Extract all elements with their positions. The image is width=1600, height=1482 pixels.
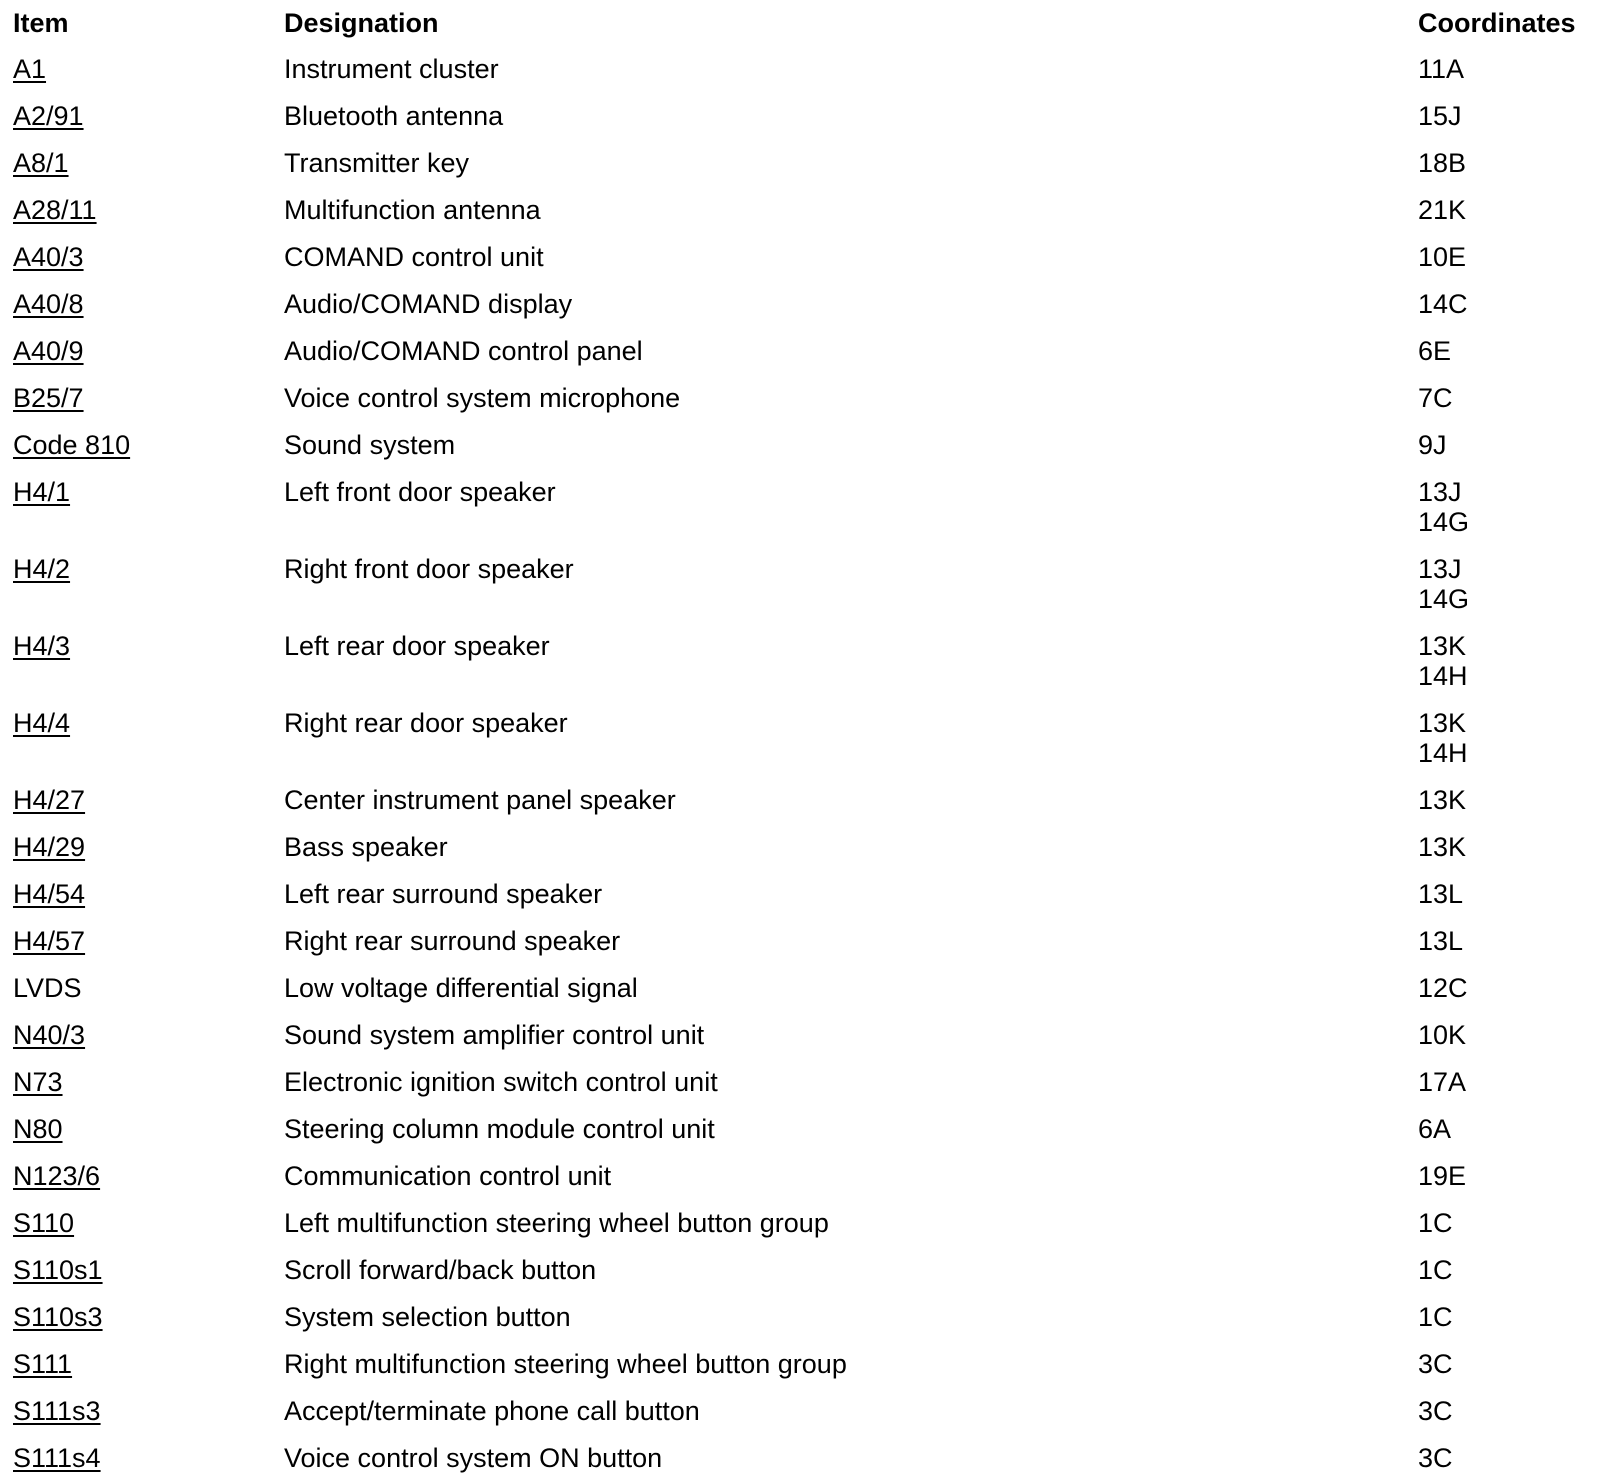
coordinates-cell	[1418, 1435, 1588, 1482]
item-cell	[13, 1435, 284, 1482]
coordinates-cell	[1418, 1341, 1588, 1388]
coordinate-value: 12C	[1418, 973, 1468, 1003]
item-cell	[13, 546, 284, 623]
item-link[interactable]: H4/4	[13, 708, 71, 738]
item-link[interactable]: Code 810	[13, 430, 131, 460]
item-link[interactable]: N40/3	[13, 1020, 86, 1050]
designation-cell: Right rear surround speaker	[284, 926, 621, 956]
item-cell	[13, 965, 284, 1012]
designation-cell: Audio/COMAND control panel	[284, 336, 643, 366]
item-link[interactable]: H4/57	[13, 926, 86, 956]
coordinates-cell	[1418, 918, 1588, 965]
item-cell	[13, 187, 284, 234]
designation-cell: Voice control system microphone	[284, 383, 681, 413]
designation-cell: Instrument cluster	[284, 54, 499, 84]
table-row	[13, 469, 1588, 546]
table-row	[13, 965, 1588, 1012]
table-row	[13, 1388, 1588, 1435]
table-row	[13, 1435, 1588, 1482]
coordinates-cell	[1418, 824, 1588, 871]
table-row	[13, 1294, 1588, 1341]
coordinate-value: 3C	[1418, 1443, 1453, 1473]
table-header	[13, 0, 1588, 46]
component-legend-table	[13, 0, 1588, 1482]
coordinates-cell	[1418, 1012, 1588, 1059]
coordinate-value: 14G	[1418, 584, 1470, 614]
item-cell	[13, 1200, 284, 1247]
coordinate-value: 13L	[1418, 926, 1464, 956]
designation-cell: Center instrument panel speaker	[284, 785, 676, 815]
item-link[interactable]: S111s4	[13, 1443, 101, 1473]
item-cell	[13, 623, 284, 700]
coordinate-value: 1C	[1418, 1255, 1453, 1285]
coordinates-cell	[1418, 328, 1588, 375]
coordinates-cell	[1418, 281, 1588, 328]
coordinates-cell	[1418, 93, 1588, 140]
designation-cell: Left front door speaker	[284, 477, 556, 507]
table-row	[13, 1012, 1588, 1059]
designation-cell: COMAND control unit	[284, 242, 544, 272]
designation-cell: Right rear door speaker	[284, 708, 568, 738]
item-link[interactable]: A1	[13, 54, 47, 84]
item-cell	[13, 1341, 284, 1388]
item-cell	[13, 1153, 284, 1200]
designation-cell: Steering column module control unit	[284, 1114, 715, 1144]
coordinate-value: 1C	[1418, 1302, 1453, 1332]
coordinates-cell	[1418, 777, 1588, 824]
item-link[interactable]: S110s1	[13, 1255, 103, 1285]
coordinate-value: 13J	[1418, 554, 1462, 584]
coordinate-value: 1C	[1418, 1208, 1453, 1238]
item-link[interactable]: H4/1	[13, 477, 71, 507]
item-link[interactable]: H4/29	[13, 832, 86, 862]
item-cell	[13, 1059, 284, 1106]
coordinate-value: 3C	[1418, 1349, 1453, 1379]
coordinates-cell	[1418, 1059, 1588, 1106]
coordinates-cell	[1418, 1153, 1588, 1200]
coordinate-value: 17A	[1418, 1067, 1467, 1097]
header-coordinates: Coordinates	[1418, 7, 1576, 38]
designation-cell: Sound system	[284, 430, 456, 460]
table-body	[13, 46, 1588, 1482]
coordinate-value: 10K	[1418, 1020, 1467, 1050]
item-label: LVDS	[13, 973, 82, 1003]
item-cell	[13, 824, 284, 871]
table-row	[13, 1059, 1588, 1106]
item-link[interactable]: H4/2	[13, 554, 71, 584]
coordinates-cell	[1418, 187, 1588, 234]
coordinates-cell	[1418, 1200, 1588, 1247]
item-cell	[13, 1247, 284, 1294]
coordinate-value: 11A	[1418, 54, 1465, 84]
table-row	[13, 1106, 1588, 1153]
designation-cell: Bass speaker	[284, 832, 448, 862]
designation-cell: Communication control unit	[284, 1161, 612, 1191]
item-link[interactable]: S110	[13, 1208, 75, 1238]
coordinate-value: 7C	[1418, 383, 1453, 413]
table-row	[13, 46, 1588, 93]
header-row	[13, 0, 1588, 46]
designation-cell: Multifunction antenna	[284, 195, 541, 225]
table-row	[13, 824, 1588, 871]
designation-cell: System selection button	[284, 1302, 571, 1332]
designation-cell: Low voltage differential signal	[284, 973, 638, 1003]
item-link[interactable]: A40/8	[13, 289, 84, 319]
coordinate-value: 13K	[1418, 832, 1467, 862]
coordinate-value: 13K	[1418, 631, 1467, 661]
item-cell	[13, 93, 284, 140]
coordinates-cell	[1418, 1388, 1588, 1435]
item-cell	[13, 1106, 284, 1153]
item-link[interactable]: A28/11	[13, 195, 97, 225]
coordinates-cell	[1418, 871, 1588, 918]
coordinate-value: 3C	[1418, 1396, 1453, 1426]
item-cell	[13, 234, 284, 281]
item-cell	[13, 871, 284, 918]
table-row	[13, 375, 1588, 422]
table-row	[13, 546, 1588, 623]
table-row	[13, 1247, 1588, 1294]
item-link[interactable]: H4/54	[13, 879, 86, 909]
coordinate-value: 6A	[1418, 1114, 1452, 1144]
coordinates-cell	[1418, 1294, 1588, 1341]
coordinate-value: 13L	[1418, 879, 1464, 909]
table-row	[13, 1153, 1588, 1200]
coordinate-value: 14H	[1418, 738, 1468, 768]
item-link[interactable]: A2/91	[13, 101, 84, 131]
coordinates-cell	[1418, 623, 1588, 700]
designation-cell: Voice control system ON button	[284, 1443, 663, 1473]
coordinate-value: 18B	[1418, 148, 1467, 178]
item-cell	[13, 422, 284, 469]
coordinate-value: 13K	[1418, 708, 1467, 738]
item-link[interactable]: S110s3	[13, 1302, 103, 1332]
item-link[interactable]: H4/3	[13, 631, 71, 661]
coordinates-cell	[1418, 140, 1588, 187]
table-row	[13, 93, 1588, 140]
item-link[interactable]: S111	[13, 1349, 73, 1379]
designation-cell: Scroll forward/back button	[284, 1255, 597, 1285]
item-link[interactable]: N123/6	[13, 1161, 101, 1191]
designation-cell: Accept/terminate phone call button	[284, 1396, 700, 1426]
item-cell	[13, 700, 284, 777]
item-link[interactable]: N73	[13, 1067, 63, 1097]
coordinates-cell	[1418, 700, 1588, 777]
coordinates-cell	[1418, 1247, 1588, 1294]
table-row	[13, 328, 1588, 375]
coordinate-value: 19E	[1418, 1161, 1467, 1191]
item-cell	[13, 469, 284, 546]
header-item: Item	[13, 7, 69, 38]
coordinate-value: 13J	[1418, 477, 1462, 507]
designation-cell: Electronic ignition switch control unit	[284, 1067, 718, 1097]
table-row	[13, 234, 1588, 281]
item-cell	[13, 140, 284, 187]
item-link[interactable]: H4/27	[13, 785, 86, 815]
designation-cell: Left rear surround speaker	[284, 879, 603, 909]
item-link[interactable]: S111s3	[13, 1396, 101, 1426]
item-link[interactable]: N80	[13, 1114, 63, 1144]
designation-cell: Left multifunction steering wheel button group	[284, 1208, 829, 1238]
designation-cell: Right front door speaker	[284, 554, 574, 584]
table-row	[13, 777, 1588, 824]
designation-cell: Sound system amplifier control unit	[284, 1020, 705, 1050]
coordinate-value: 21K	[1418, 195, 1467, 225]
table-row	[13, 1341, 1588, 1388]
coordinates-cell	[1418, 469, 1588, 546]
coordinate-value: 14C	[1418, 289, 1468, 319]
item-link[interactable]: A40/3	[13, 242, 84, 272]
coordinates-cell	[1418, 234, 1588, 281]
coordinates-cell	[1418, 546, 1588, 623]
header-designation: Designation	[284, 7, 439, 38]
coordinate-value: 15J	[1418, 101, 1462, 131]
item-link[interactable]: B25/7	[13, 383, 84, 413]
coordinate-value: 6E	[1418, 336, 1452, 366]
item-cell	[13, 1012, 284, 1059]
coordinate-value: 10E	[1418, 242, 1467, 272]
coordinate-value: 14H	[1418, 661, 1468, 691]
designation-cell: Bluetooth antenna	[284, 101, 504, 131]
coordinate-value: 9J	[1418, 430, 1447, 460]
item-link[interactable]: A8/1	[13, 148, 69, 178]
item-cell	[13, 777, 284, 824]
table-row	[13, 871, 1588, 918]
item-cell	[13, 46, 284, 93]
coordinates-cell	[1418, 422, 1588, 469]
table-row	[13, 281, 1588, 328]
item-cell	[13, 375, 284, 422]
designation-cell: Left rear door speaker	[284, 631, 550, 661]
item-cell	[13, 281, 284, 328]
table-row	[13, 1200, 1588, 1247]
item-cell	[13, 1294, 284, 1341]
table-row	[13, 140, 1588, 187]
designation-cell: Right multifunction steering wheel button group	[284, 1349, 847, 1379]
designation-cell: Transmitter key	[284, 148, 470, 178]
coordinates-cell	[1418, 46, 1588, 93]
table-row	[13, 918, 1588, 965]
coordinate-value: 14G	[1418, 507, 1470, 537]
table-row	[13, 623, 1588, 700]
table-row	[13, 422, 1588, 469]
table-row	[13, 187, 1588, 234]
coordinates-cell	[1418, 375, 1588, 422]
designation-cell: Audio/COMAND display	[284, 289, 573, 319]
table-row	[13, 700, 1588, 777]
item-cell	[13, 328, 284, 375]
item-link[interactable]: A40/9	[13, 336, 84, 366]
item-cell	[13, 918, 284, 965]
coordinate-value: 13K	[1418, 785, 1467, 815]
coordinates-cell	[1418, 965, 1588, 1012]
coordinates-cell	[1418, 1106, 1588, 1153]
item-cell	[13, 1388, 284, 1435]
